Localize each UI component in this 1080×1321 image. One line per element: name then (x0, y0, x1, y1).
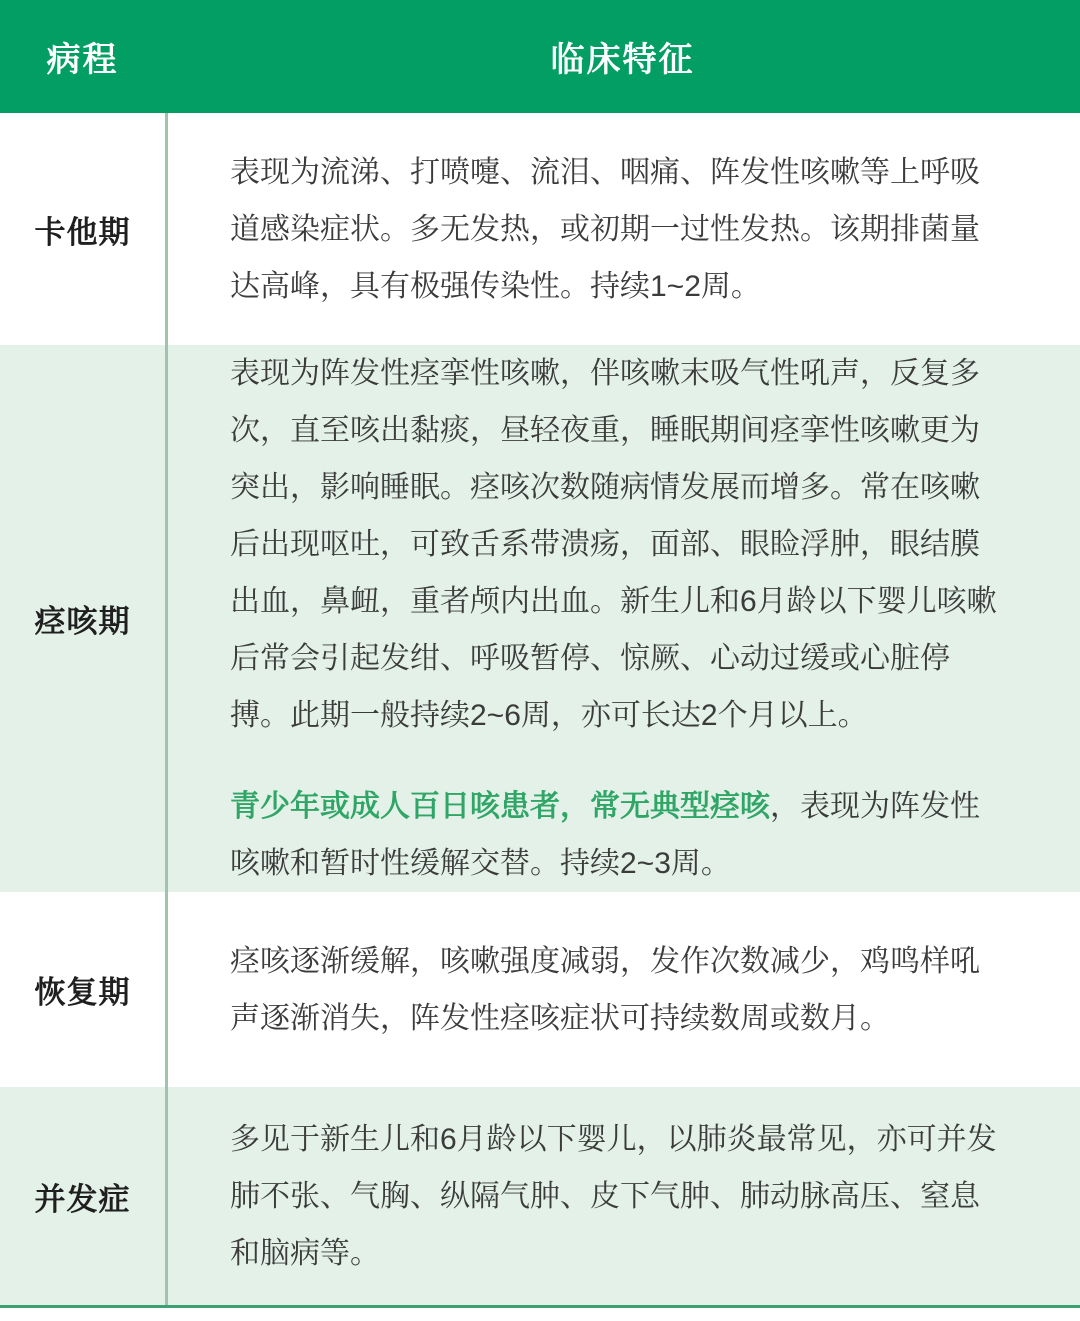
features-cell-paroxysmal (165, 345, 1080, 892)
table-row-catarrhal-stage (0, 113, 1080, 345)
stage-label-paroxysmal: 痉咳期 (34, 604, 131, 639)
row-text: 表现为阵发性痉挛性咳嗽，伴咳嗽末吸气性吼声，反复多次，直至咳出黏痰，昼轻夜重，睡眠期间痉挛性咳嗽更为突出，影响睡眠。痉咳次数随病情发展而增多。常在咳嗽后出现呕吐，可致舌系带溃疡，面部、眼睑浮肿，眼结膜出血，鼻衄，重者颅内出血。新生儿和6月龄以下婴儿咳嗽后常会引起发绀、呼吸暂停、惊厥、心动过缓或心脏停搏。此期一般持续2~6周，亦可长达2个月以上。 (230, 357, 997, 732)
table-row-complications (0, 1087, 1080, 1305)
highlight-followup-text: ，表现为阵发性咳嗽和暂时性缓解交替。持续2~3周。 (230, 790, 980, 880)
table-row-convalescent-stage (0, 892, 1080, 1087)
row-text: 多见于新生儿和6月龄以下婴儿，以肺炎最常见，亦可并发肺不张、气胸、纵隔气肿、皮下气肿、肺动脉高压、窒息和脑病等。 (230, 1122, 997, 1270)
row-text: 表现为流涕、打喷嚏、流泪、咽痛、阵发性咳嗽等上呼吸道感染症状。多无发热，或初期一过性发热。该期排菌量达高峰，具有极强传染性。持续1~2周。 (230, 155, 980, 303)
highlight-text-atypical-cough: 青少年或成人百日咳患者，常无典型痉咳 (230, 790, 770, 823)
features-cell-convalescent (165, 892, 1080, 1087)
header-col-features: 临床特征 (550, 41, 695, 79)
table-row-paroxysmal-stage (0, 345, 1080, 892)
features-cell-catarrhal (165, 113, 1080, 345)
stage-label-complications: 并发症 (34, 1181, 131, 1217)
features-cell-complications (165, 1087, 1080, 1305)
row-text-secondary (230, 778, 1002, 892)
table-header (0, 0, 1080, 113)
row-text: 痉咳逐渐缓解，咳嗽强度减弱，发作次数减少，鸡鸣样吼声逐渐消失，阵发性痉咳症状可持续数周或数月。 (230, 944, 980, 1035)
table-bottom-rule (0, 1305, 1080, 1308)
stage-label-convalescent: 恢复期 (34, 975, 131, 1010)
header-col-stage: 病程 (46, 41, 119, 79)
stage-label-catarrhal: 卡他期 (34, 214, 131, 250)
